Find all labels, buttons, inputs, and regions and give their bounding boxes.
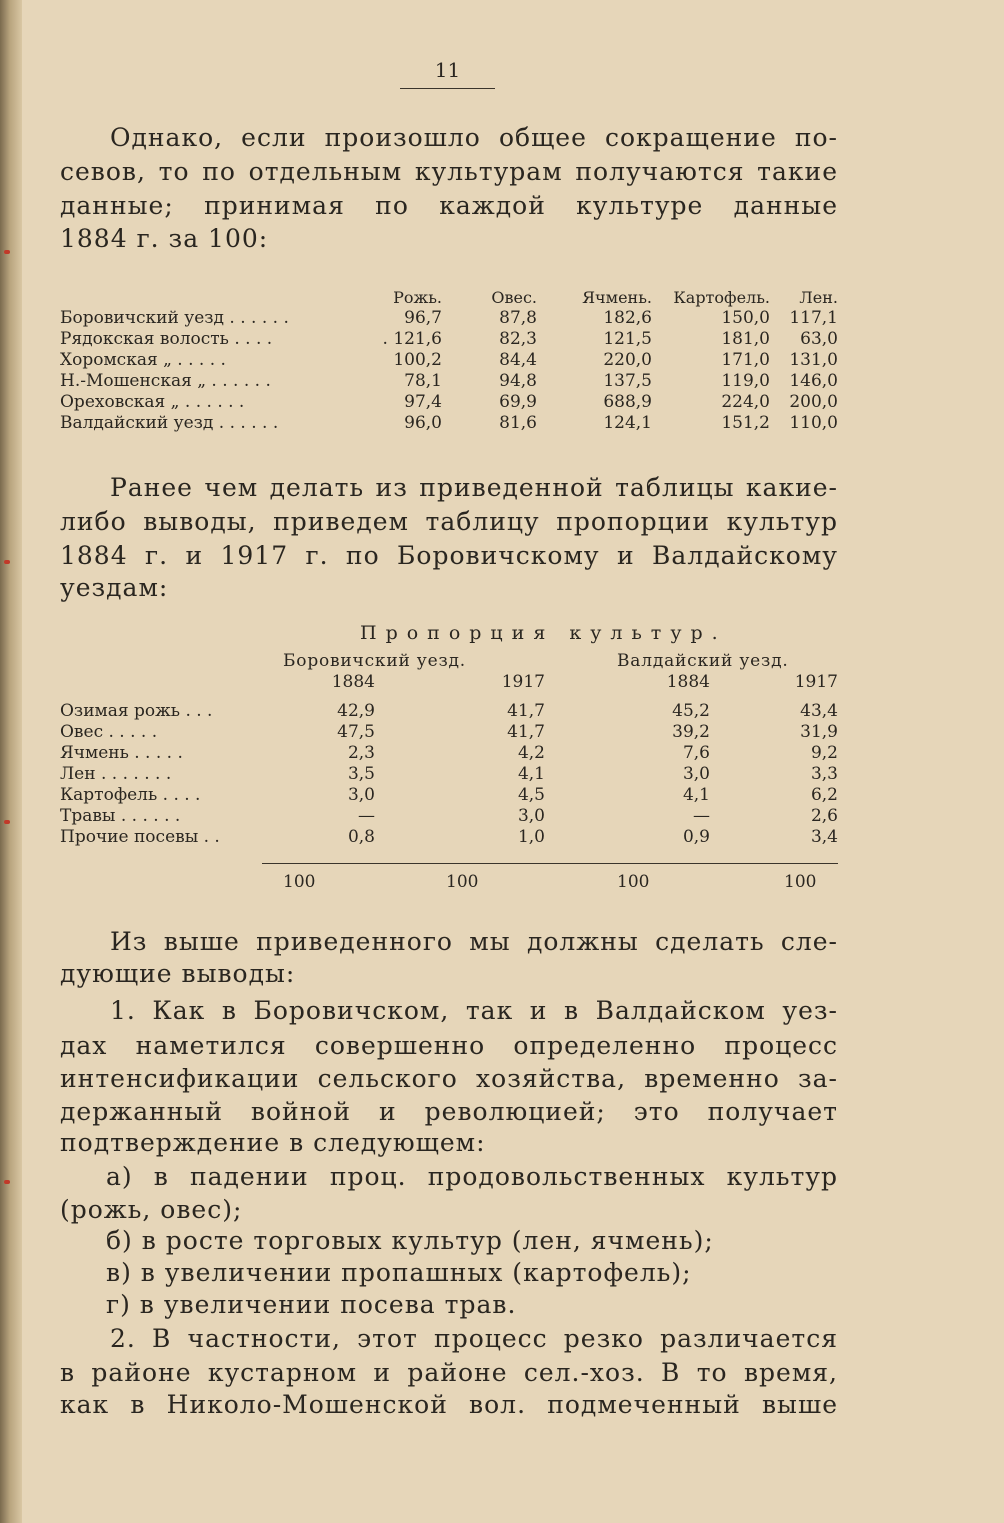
total-cell: 100 bbox=[283, 872, 316, 892]
column-header: Лен. bbox=[799, 287, 838, 307]
row-label: Н.-Мошенская „ . . . . . . bbox=[60, 371, 271, 391]
table2-title: Пропорция культур. bbox=[360, 622, 727, 644]
cell: 1,0 bbox=[517, 827, 545, 847]
table2-group-valdai: Валдайский уезд. bbox=[617, 651, 789, 671]
cell: 100,2 bbox=[393, 350, 442, 370]
para3-line: а) в падении проц. продовольственных культур bbox=[106, 1162, 838, 1191]
cell: 82,3 bbox=[499, 329, 537, 349]
cell: 43,4 bbox=[800, 701, 838, 721]
total-cell: 100 bbox=[617, 872, 650, 892]
page-number-rule bbox=[400, 88, 495, 89]
table-row bbox=[60, 701, 838, 722]
cell: 151,2 bbox=[721, 413, 770, 433]
cell: 42,9 bbox=[337, 701, 375, 721]
binding-mark bbox=[4, 820, 10, 824]
crop-index-table bbox=[60, 286, 838, 434]
cell: 63,0 bbox=[800, 329, 838, 349]
row-label: Ячмень . . . . . bbox=[60, 743, 183, 763]
cell: 3,0 bbox=[682, 764, 710, 784]
cell: 2,3 bbox=[347, 743, 375, 763]
table-row bbox=[60, 827, 838, 848]
cell: 4,2 bbox=[517, 743, 545, 763]
cell: 137,5 bbox=[603, 371, 652, 391]
binding-mark bbox=[4, 560, 10, 564]
cell: 182,6 bbox=[603, 308, 652, 328]
cell: 3,3 bbox=[810, 764, 838, 784]
row-label: Озимая рожь . . . bbox=[60, 701, 213, 721]
cell: 0,9 bbox=[682, 827, 710, 847]
para1-line-1: Однако, если произошло общее сокращение по- bbox=[110, 123, 838, 152]
para2-line-2: либо выводы, приведем таблицу пропорции культур bbox=[60, 507, 838, 536]
row-label: Лен . . . . . . . bbox=[60, 764, 172, 784]
table-row bbox=[60, 764, 838, 785]
cell: 688,9 bbox=[603, 392, 652, 412]
para3-line: Из выше приведенного мы должны сделать сле- bbox=[110, 927, 838, 956]
cell: 3,0 bbox=[347, 785, 375, 805]
cell: 97,4 bbox=[404, 392, 442, 412]
row-label: Рядокская волость . . . . bbox=[60, 329, 273, 349]
table-row bbox=[60, 308, 838, 329]
para3-line: б) в росте торговых культур (лен, ячмень); bbox=[106, 1226, 714, 1255]
para1-line-2: севов, то по отдельным культурам получаются такие bbox=[60, 157, 838, 186]
row-label: Овес . . . . . bbox=[60, 722, 158, 742]
crop-proportion-table bbox=[60, 672, 838, 848]
cell: 0,8 bbox=[347, 827, 375, 847]
row-label: Прочие посевы . . bbox=[60, 827, 220, 847]
para3-line: 1. Как в Боровичском, так и в Валдайском уез- bbox=[110, 996, 838, 1025]
table-row bbox=[60, 371, 838, 392]
cell: 3,4 bbox=[810, 827, 838, 847]
column-header: Рожь. bbox=[393, 287, 442, 307]
cell: 146,0 bbox=[789, 371, 838, 391]
cell: 78,1 bbox=[404, 371, 442, 391]
cell: 87,8 bbox=[499, 308, 537, 328]
total-cell: 100 bbox=[784, 872, 817, 892]
cell: 39,2 bbox=[672, 722, 710, 742]
cell: 150,0 bbox=[721, 308, 770, 328]
cell: 96,7 bbox=[404, 308, 442, 328]
row-label: Ореховская „ . . . . . . bbox=[60, 392, 245, 412]
cell: 7,6 bbox=[682, 743, 710, 763]
cell: 3,5 bbox=[347, 764, 375, 784]
para3-line: дах наметился совершенно определенно процесс bbox=[60, 1031, 838, 1060]
cell: 119,0 bbox=[721, 371, 770, 391]
para3-line: (рожь, овес); bbox=[60, 1195, 243, 1224]
cell: 4,1 bbox=[682, 785, 710, 805]
para1-line-3: данные; принимая по каждой культуре данные bbox=[60, 191, 838, 220]
column-header: 1884 bbox=[331, 672, 375, 692]
page-number: 11 bbox=[434, 58, 461, 82]
para3-line: 2. В частности, этот процесс резко различается bbox=[110, 1324, 838, 1353]
cell: 69,9 bbox=[499, 392, 537, 412]
total-cell: 100 bbox=[446, 872, 479, 892]
cell: 2,6 bbox=[810, 806, 838, 826]
table-row bbox=[60, 392, 838, 413]
table2-group-borovichi: Боровичский уезд. bbox=[283, 651, 467, 671]
column-header: Ячмень. bbox=[582, 287, 652, 307]
table-row bbox=[60, 743, 838, 764]
table-row bbox=[60, 350, 838, 371]
cell: 181,0 bbox=[721, 329, 770, 349]
column-header: Овес. bbox=[491, 287, 537, 307]
cell: 41,7 bbox=[507, 722, 545, 742]
row-label: Картофель . . . . bbox=[60, 785, 201, 805]
cell: 96,0 bbox=[404, 413, 442, 433]
cell: — bbox=[358, 806, 375, 826]
cell: 6,2 bbox=[810, 785, 838, 805]
cell: 84,4 bbox=[499, 350, 537, 370]
cell: 9,2 bbox=[810, 743, 838, 763]
table-row bbox=[60, 806, 838, 827]
row-label: Валдайский уезд . . . . . . bbox=[60, 413, 279, 433]
cell: 110,0 bbox=[789, 413, 838, 433]
binding-mark bbox=[4, 1180, 10, 1184]
cell: 81,6 bbox=[499, 413, 537, 433]
para2-line-1: Ранее чем делать из приведенной таблицы какие- bbox=[110, 473, 838, 502]
cell: 45,2 bbox=[672, 701, 710, 721]
table-header-row bbox=[60, 672, 838, 693]
cell: 4,1 bbox=[517, 764, 545, 784]
page-binding-edge bbox=[0, 0, 22, 1523]
para2-line-3: 1884 г. и 1917 г. по Боровичскому и Валдайскому bbox=[60, 541, 838, 570]
table-row bbox=[60, 329, 838, 350]
para3-line: г) в увеличении посева трав. bbox=[106, 1290, 517, 1319]
para2-line-4: уездам: bbox=[60, 573, 169, 602]
binding-mark bbox=[4, 250, 10, 254]
cell: 220,0 bbox=[603, 350, 652, 370]
column-header: 1884 bbox=[666, 672, 710, 692]
cell: 200,0 bbox=[789, 392, 838, 412]
para3-line: в районе кустарном и районе сел.-хоз. В то время, bbox=[60, 1358, 838, 1387]
table-row bbox=[60, 722, 838, 743]
cell: 3,0 bbox=[517, 806, 545, 826]
cell: — bbox=[693, 806, 710, 826]
para3-line: как в Николо-Мошенской вол. подмеченный выше bbox=[60, 1390, 838, 1419]
cell: 47,5 bbox=[337, 722, 375, 742]
para1-line-4: 1884 г. за 100: bbox=[60, 224, 269, 253]
cell: 131,0 bbox=[789, 350, 838, 370]
cell: 117,1 bbox=[789, 308, 838, 328]
cell: 224,0 bbox=[721, 392, 770, 412]
para3-line: держанный войной и революцией; это получает bbox=[60, 1097, 838, 1126]
column-header: 1917 bbox=[794, 672, 838, 692]
row-label: Боровичский уезд . . . . . . bbox=[60, 308, 289, 328]
column-header: Картофель. bbox=[673, 287, 770, 307]
totals-rule bbox=[262, 863, 838, 864]
cell: 94,8 bbox=[499, 371, 537, 391]
column-header: 1917 bbox=[501, 672, 545, 692]
row-label: Травы . . . . . . bbox=[60, 806, 181, 826]
cell: 4,5 bbox=[517, 785, 545, 805]
row-label: Хоромская „ . . . . . bbox=[60, 350, 226, 370]
para3-line: интенсификации сельского хозяйства, временно за- bbox=[60, 1064, 838, 1093]
table-header-row bbox=[60, 286, 838, 308]
cell: 31,9 bbox=[800, 722, 838, 742]
cell: 171,0 bbox=[721, 350, 770, 370]
cell: 41,7 bbox=[507, 701, 545, 721]
para3-line: дующие выводы: bbox=[60, 959, 296, 988]
cell: 124,1 bbox=[603, 413, 652, 433]
table-row bbox=[60, 785, 838, 806]
cell: 121,5 bbox=[603, 329, 652, 349]
para3-line: в) в увеличении пропашных (картофель); bbox=[106, 1258, 692, 1287]
cell: . 121,6 bbox=[382, 329, 442, 349]
table-row bbox=[60, 413, 838, 434]
para3-line: подтверждение в следующем: bbox=[60, 1128, 486, 1157]
